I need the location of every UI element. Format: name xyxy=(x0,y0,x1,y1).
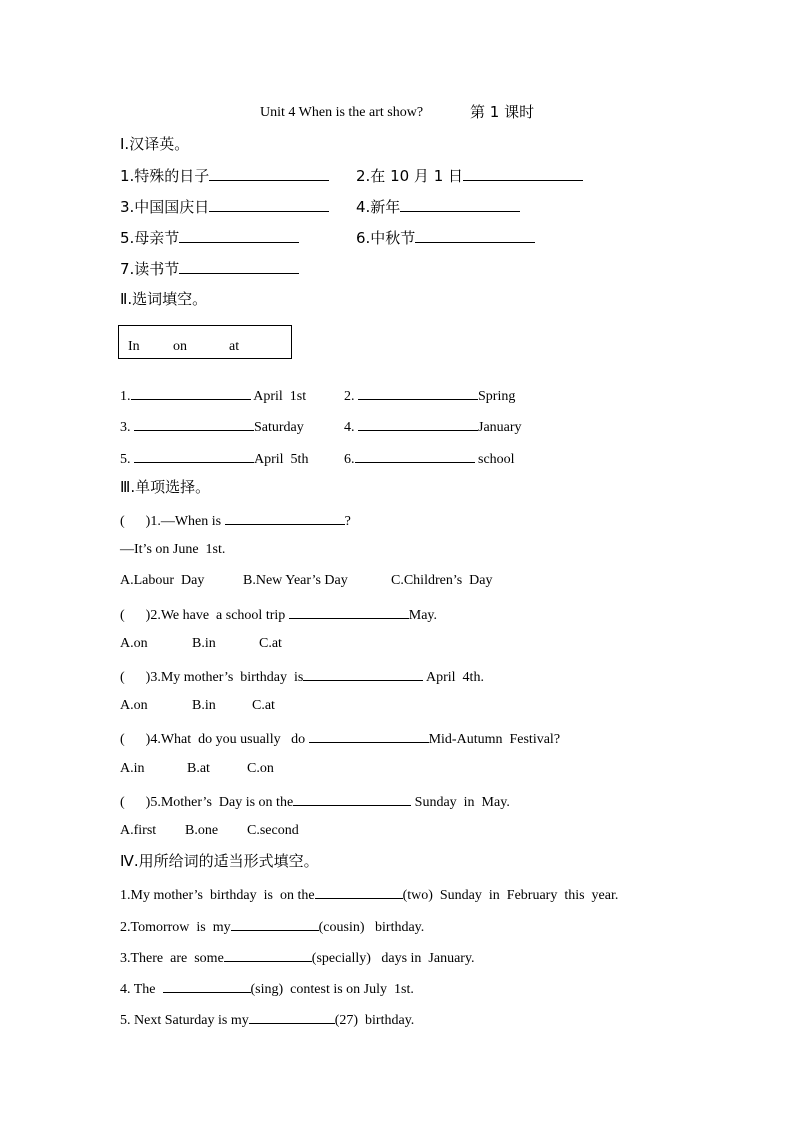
answer-blank[interactable] xyxy=(355,448,475,463)
part2-item-5: 5. April 5th xyxy=(120,448,308,469)
question-1-answer-line: —It’s on June 1st. xyxy=(120,542,226,557)
question-2-option-b[interactable]: B.in xyxy=(192,636,216,651)
part3-heading: Ⅲ.单项选择。 xyxy=(120,478,211,496)
answer-blank[interactable] xyxy=(209,197,329,212)
answer-blank[interactable] xyxy=(231,916,319,931)
question-3-option-a[interactable]: A.on xyxy=(120,698,148,713)
question-2-option-c[interactable]: C.at xyxy=(259,636,282,651)
part4-item-2: 2.Tomorrow is my (cousin) birthday. xyxy=(120,916,424,937)
part2-item-3: 3. Saturday xyxy=(120,416,304,437)
lesson-label: 第 1 课时 xyxy=(470,103,535,121)
answer-blank[interactable] xyxy=(224,947,312,962)
answer-blank[interactable] xyxy=(134,416,254,431)
answer-blank[interactable] xyxy=(249,1009,335,1024)
answer-blank[interactable] xyxy=(134,448,254,463)
part1-item-2: 2.在 10 月 1 日 xyxy=(356,166,583,187)
page-title: Unit 4 When is the art show? xyxy=(260,105,424,120)
answer-blank[interactable] xyxy=(358,385,478,400)
part1-item-6: 6.中秋节 xyxy=(356,228,535,249)
part2-item-4: 4. January xyxy=(344,416,522,437)
question-5: ( )5.Mother’s Day is on the Sunday in May. xyxy=(120,791,510,812)
answer-blank[interactable] xyxy=(358,416,478,431)
part1-item-5: 5.母亲节 xyxy=(120,228,299,249)
answer-blank[interactable] xyxy=(415,228,535,243)
part4-item-4: 4. The (sing) contest is on July 1st. xyxy=(120,978,414,999)
part2-item-2: 2. Spring xyxy=(344,385,515,406)
question-2-option-a[interactable]: A.on xyxy=(120,636,148,651)
question-4-option-a[interactable]: A.in xyxy=(120,761,145,776)
question-1: ( )1.—When is ? xyxy=(120,510,351,531)
question-4: ( )4.What do you usually do Mid-Autumn Festival? xyxy=(120,728,560,749)
answer-blank[interactable] xyxy=(303,666,423,681)
answer-blank[interactable] xyxy=(315,884,403,899)
question-3-option-c[interactable]: C.at xyxy=(252,698,275,713)
part1-item-4: 4.新年 xyxy=(356,197,520,218)
question-5-option-b[interactable]: B.one xyxy=(185,823,219,838)
question-3-option-b[interactable]: B.in xyxy=(192,698,216,713)
answer-blank[interactable] xyxy=(463,166,583,181)
answer-blank[interactable] xyxy=(400,197,520,212)
question-1-option-c[interactable]: C.Children’s Day xyxy=(391,573,493,588)
answer-blank[interactable] xyxy=(289,604,409,619)
word-bank-word: In xyxy=(128,339,140,354)
part1-item-1: 1.特殊的日子 xyxy=(120,166,329,187)
answer-blank[interactable] xyxy=(179,259,299,274)
part1-item-7: 7.读书节 xyxy=(120,259,299,280)
question-5-option-a[interactable]: A.first xyxy=(120,823,157,838)
question-4-option-c[interactable]: C.on xyxy=(247,761,274,776)
answer-blank[interactable] xyxy=(225,510,345,525)
part2-heading: Ⅱ.选词填空。 xyxy=(120,290,208,308)
question-1-option-b[interactable]: B.New Year’s Day xyxy=(243,573,348,588)
part4-heading: Ⅳ.用所给词的适当形式填空。 xyxy=(120,852,319,870)
word-bank-word: at xyxy=(229,339,240,354)
part1-heading: Ⅰ.汉译英。 xyxy=(120,135,190,153)
answer-blank[interactable] xyxy=(293,791,411,806)
part4-item-1: 1.My mother’s birthday is on the (two) Sunday in February this year. xyxy=(120,884,618,905)
part2-item-1: 1. April 1st xyxy=(120,385,306,406)
answer-blank[interactable] xyxy=(309,728,429,743)
answer-blank[interactable] xyxy=(179,228,299,243)
part4-item-5: 5. Next Saturday is my (27) birthday. xyxy=(120,1009,414,1030)
question-3: ( )3.My mother’s birthday is April 4th. xyxy=(120,666,484,687)
question-2: ( )2.We have a school trip May. xyxy=(120,604,437,625)
question-4-option-b[interactable]: B.at xyxy=(187,761,210,776)
answer-blank[interactable] xyxy=(209,166,329,181)
part1-item-3: 3.中国国庆日 xyxy=(120,197,329,218)
word-bank-box xyxy=(118,325,292,359)
answer-blank[interactable] xyxy=(131,385,251,400)
question-1-option-a[interactable]: A.Labour Day xyxy=(120,573,205,588)
word-bank-word: on xyxy=(173,339,187,354)
part2-item-6: 6. school xyxy=(344,448,515,469)
answer-blank[interactable] xyxy=(163,978,251,993)
question-5-option-c[interactable]: C.second xyxy=(247,823,299,838)
part4-item-3: 3.There are some (specially) days in January. xyxy=(120,947,475,968)
